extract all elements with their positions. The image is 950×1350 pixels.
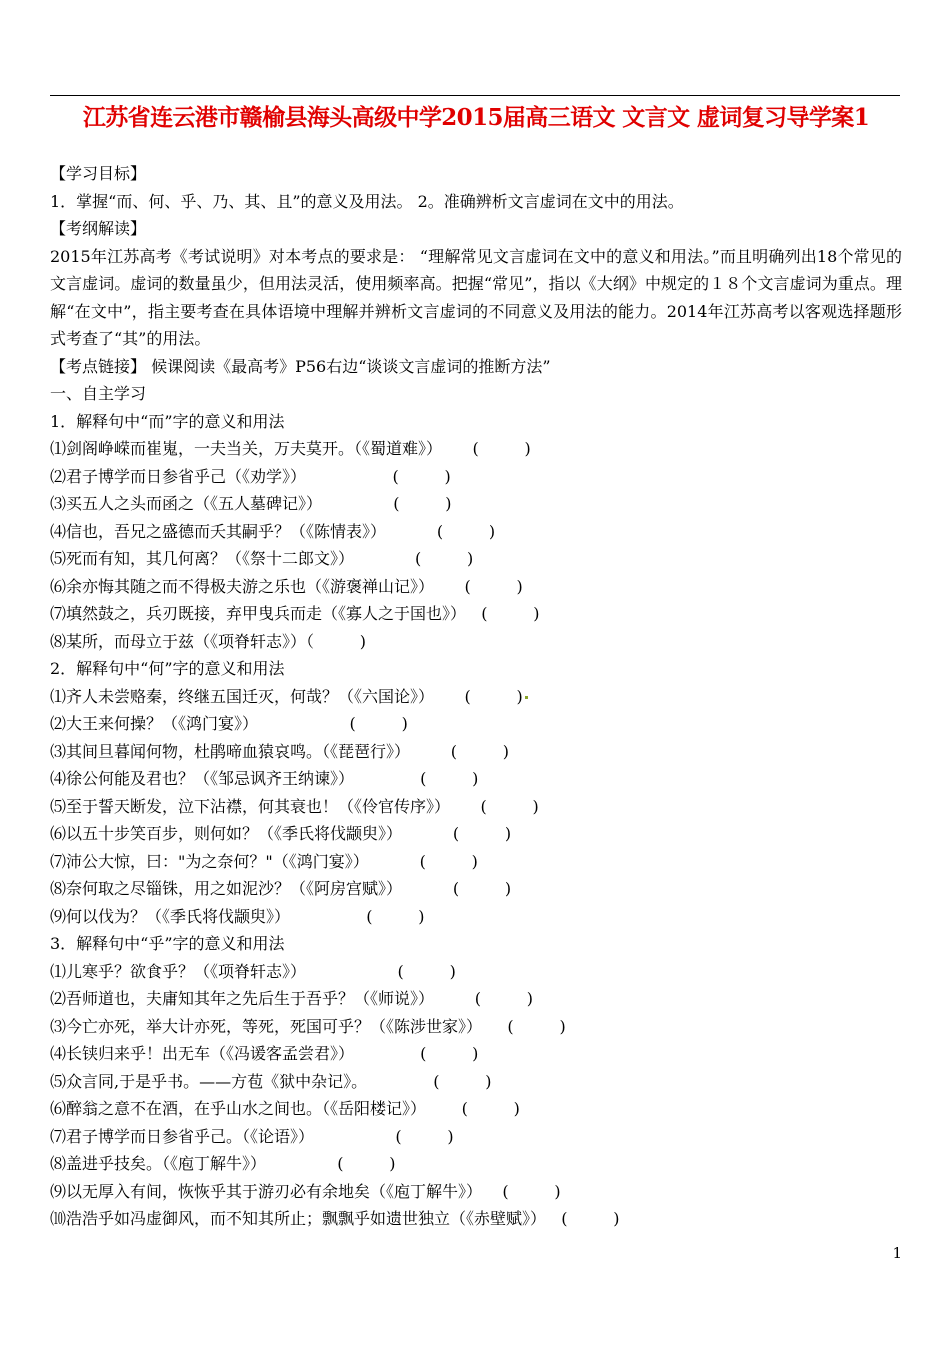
er-item: ⑺填然鼓之，兵刃既接，弃甲曳兵而走（《寡人之于国也》） ( ) (50, 604, 540, 623)
er-item: ⑹余亦悔其随之而不得极夫游之乐也（《游褒禅山记》） ( ) (50, 576, 523, 596)
hu-item: ⑷长铗归来乎！出无车（《冯谖客孟尝君》） ( ) (50, 1044, 479, 1063)
er-heading: 1．解释句中“而”字的意义和用法 (50, 411, 285, 431)
syllabus-text: 2015年江苏高考《考试说明》对本考点的要求是： “理解常见文言虚词在文中的意义和用法。”而且明确列出18个常见的文言虚词。虚词的数量虽少，但用法灵活，使用频率高。把握“常见”，指以《大纲》中规定的１８个文言虚词为重点。理解“在文中”，指主要考查在具体语境中理解并辨析文言虚词的不同意义及用法的能力。2014年江苏高考以客观选择题形式考查了“其”的用法。 (50, 246, 902, 348)
hu-heading: 3．解释句中“乎”字的意义和用法 (50, 934, 285, 953)
link-text: 候课阅读《最高考》P56右边“谈谈文言虚词的推断方法” (146, 356, 551, 376)
marker-dot (525, 696, 528, 699)
he-item: ⑷徐公何能及君也？（《邹忌讽齐王纳谏》） ( ) (50, 769, 479, 788)
he-item: ⑺沛公大惊，曰："为之奈何？"（《鸿门宴》） ( ) (50, 851, 478, 871)
he-item-text: ⑴齐人未尝赂秦，终继五国迁灭，何哉？（《六国论》） ( ) (50, 686, 523, 706)
hu-item: ⑹醉翁之意不在酒，在乎山水之间也。（《岳阳楼记》） ( ) (50, 1099, 520, 1118)
syllabus-header: 【考纲解读】 (50, 219, 147, 238)
hu-item: ⑵吾师道也，夫庸知其年之先后生于吾乎？（《师说》） ( ) (50, 989, 533, 1008)
hu-item: ⑶今亡亦死，举大计亦死，等死，死国可乎？（《陈涉世家》） ( ) (50, 1016, 566, 1036)
self-study-heading: 一、自主学习 (50, 384, 147, 403)
hu-item: ⑻盖进乎技矣。（《庖丁解牛》） ( ) (50, 1154, 396, 1173)
er-item: ⑶买五人之头而函之（《五人墓碑记》） ( ) (50, 494, 452, 513)
hu-item: ⑺君子博学而日参省乎己。（《论语》） ( ) (50, 1126, 454, 1146)
goals-text: 1．掌握“而、何、乎、乃、其、且”的意义及用法。 2。准确辨析文言虚词在文中的用法。 (50, 191, 684, 211)
he-item: ⑻奈何取之尽锱铢，用之如泥沙？（《阿房宫赋》） ( ) (50, 879, 512, 898)
document-title: 江苏省连云港市赣榆县海头高级中学2015届高三语文 文言文 虚词复习导学案1 (82, 104, 870, 131)
he-heading: 2．解释句中“何”字的意义和用法 (50, 659, 285, 678)
header-rule (50, 95, 900, 96)
hu-item: ⑸众言同,于是乎书。——方苞《狱中杂记》。 ( ) (50, 1071, 492, 1091)
goals-header: 【学习目标】 (50, 164, 147, 183)
er-item: ⑵君子博学而日参省乎己（《劝学》） ( ) (50, 466, 451, 486)
he-item: ⑸至于誓天断发，泣下沾襟，何其衰也！（《伶官传序》） ( ) (50, 796, 539, 816)
er-item: ⑴剑阁峥嵘而崔嵬，一夫当关，万夫莫开。（《蜀道难》） ( ) (50, 439, 531, 458)
he-item (50, 683, 902, 711)
he-item: ⑵大王来何操？（《鸿门宴》） ( ) (50, 714, 408, 733)
page-number: 1 (892, 1244, 902, 1262)
hu-item: ⑴儿寒乎？欲食乎？（《项脊轩志》） ( ) (50, 961, 456, 981)
er-item: ⑻某所，而母立于兹（《项脊轩志》）（ ) (50, 631, 367, 651)
he-item: ⑹以五十步笑百步，则何如？（《季氏将伐颛臾》） ( ) (50, 824, 512, 843)
er-item: ⑸死而有知，其几何离？（《祭十二郎文》） ( ) (50, 549, 474, 568)
link-header: 【考点链接】 (50, 356, 147, 376)
he-item: ⑶其间旦暮闻何物，杜鹃啼血猿哀鸣。（《琵琶行》） ( ) (50, 741, 509, 761)
document-body (50, 160, 902, 1233)
hu-item: ⑽浩浩乎如冯虚御风，而不知其所止；飘飘乎如遗世独立（《赤壁赋》） ( ) (50, 1209, 620, 1228)
er-item: ⑷信也，吾兄之盛德而夭其嗣乎？（《陈情表》） ( ) (50, 521, 496, 541)
he-item: ⑼何以伐为？（《季氏将伐颛臾》） ( ) (50, 906, 425, 926)
hu-item: ⑼以无厚入有间，恢恢乎其于游刃必有余地矣（《庖丁解牛》） ( ) (50, 1181, 561, 1201)
link-row (50, 353, 902, 381)
